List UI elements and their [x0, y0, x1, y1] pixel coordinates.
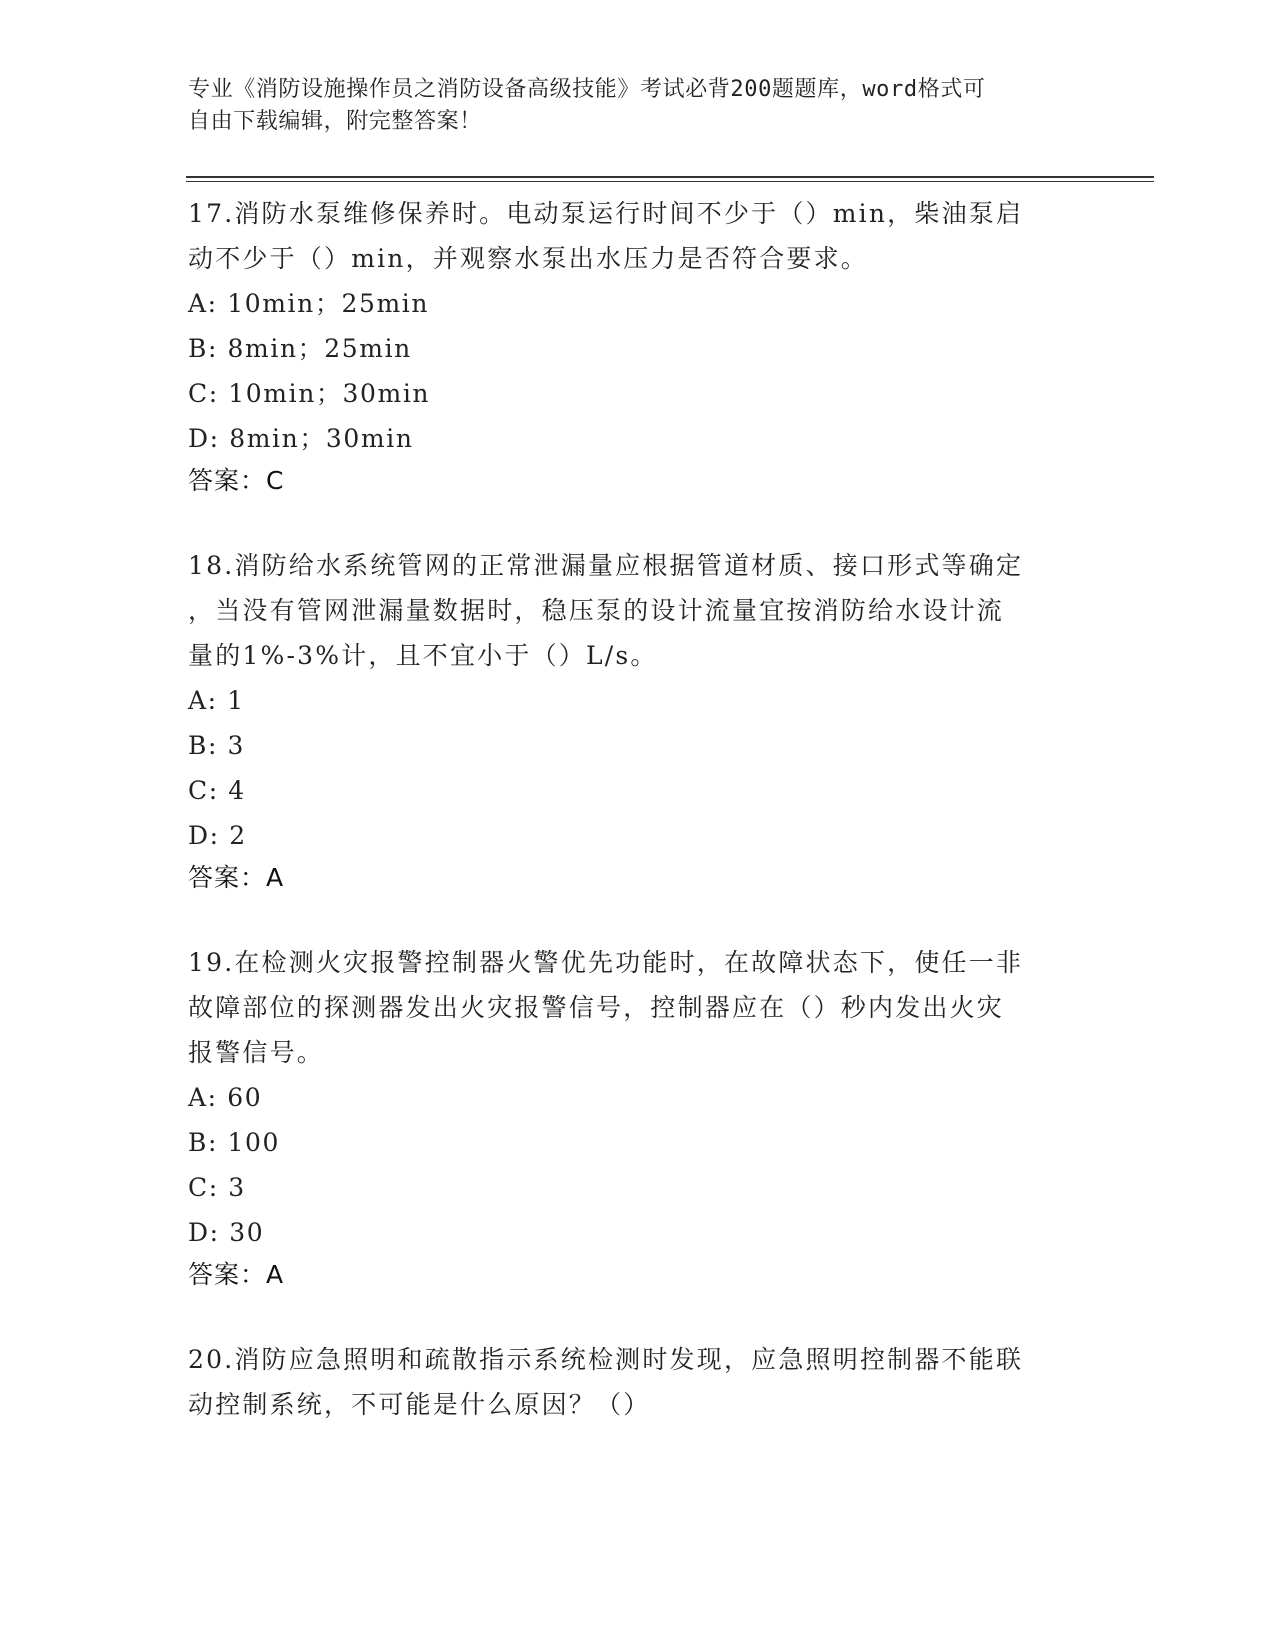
stem-line: 量的1%-3%计，且不宜小于（）L/s。: [188, 641, 658, 670]
answer-line: 答案：A: [188, 863, 285, 892]
question-stem: [188, 1337, 1088, 1427]
question-19: [188, 940, 1088, 1295]
option-a: A: 60: [188, 1083, 263, 1112]
stem-line: 17.消防水泵维修保养时。电动泵运行时间不少于（）min，柴油泵启: [188, 199, 1024, 228]
stem-line: 故障部位的探测器发出火灾报警信号，控制器应在（）秒内发出火灾: [188, 993, 1005, 1022]
option-d: D: 30: [188, 1218, 265, 1247]
stem-line: 20.消防应急照明和疏散指示系统检测时发现，应急照明控制器不能联: [188, 1345, 1024, 1374]
option-c: C: 10min；30min: [188, 379, 431, 408]
question-18: [188, 543, 1088, 898]
question-20: [188, 1337, 1088, 1427]
question-17: [188, 191, 1088, 501]
stem-line: ，当没有管网泄漏量数据时，稳压泵的设计流量宜按消防给水设计流: [188, 596, 1005, 625]
header-line-1: 专业《消防设施操作员之消防设备高级技能》考试必背200题题库，word格式可: [188, 77, 986, 102]
stem-line: 动不少于（）min，并观察水泵出水压力是否符合要求。: [188, 244, 869, 273]
header-line-2: 自由下载编辑，附完整答案！: [188, 109, 482, 134]
question-stem: [188, 191, 1088, 281]
option-c: C: 3: [188, 1173, 246, 1202]
option-d: D: 2: [188, 821, 247, 850]
option-d: D: 8min；30min: [188, 424, 414, 453]
stem-line: 19.在检测火灾报警控制器火警优先功能时，在故障状态下，使任一非: [188, 948, 1024, 977]
answer-line: 答案：A: [188, 1260, 285, 1289]
answer-line: 答案：C: [188, 466, 285, 495]
option-a: A: 1: [188, 686, 245, 715]
option-a: A: 10min；25min: [188, 289, 430, 318]
option-b: B: 8min；25min: [188, 334, 412, 363]
option-c: C: 4: [188, 776, 246, 805]
question-stem: [188, 543, 1088, 678]
header-divider-thin: [186, 181, 1154, 182]
stem-line: 18.消防给水系统管网的正常泄漏量应根据管道材质、接口形式等确定: [188, 551, 1024, 580]
stem-line: 报警信号。: [188, 1038, 325, 1067]
question-list: [188, 191, 1088, 1469]
stem-line: 动控制系统，不可能是什么原因？（）: [188, 1390, 651, 1419]
option-b: B: 100: [188, 1128, 281, 1157]
header-divider-thick: [186, 176, 1154, 178]
question-stem: [188, 940, 1088, 1075]
document-header: [188, 74, 1088, 138]
option-b: B: 3: [188, 731, 246, 760]
